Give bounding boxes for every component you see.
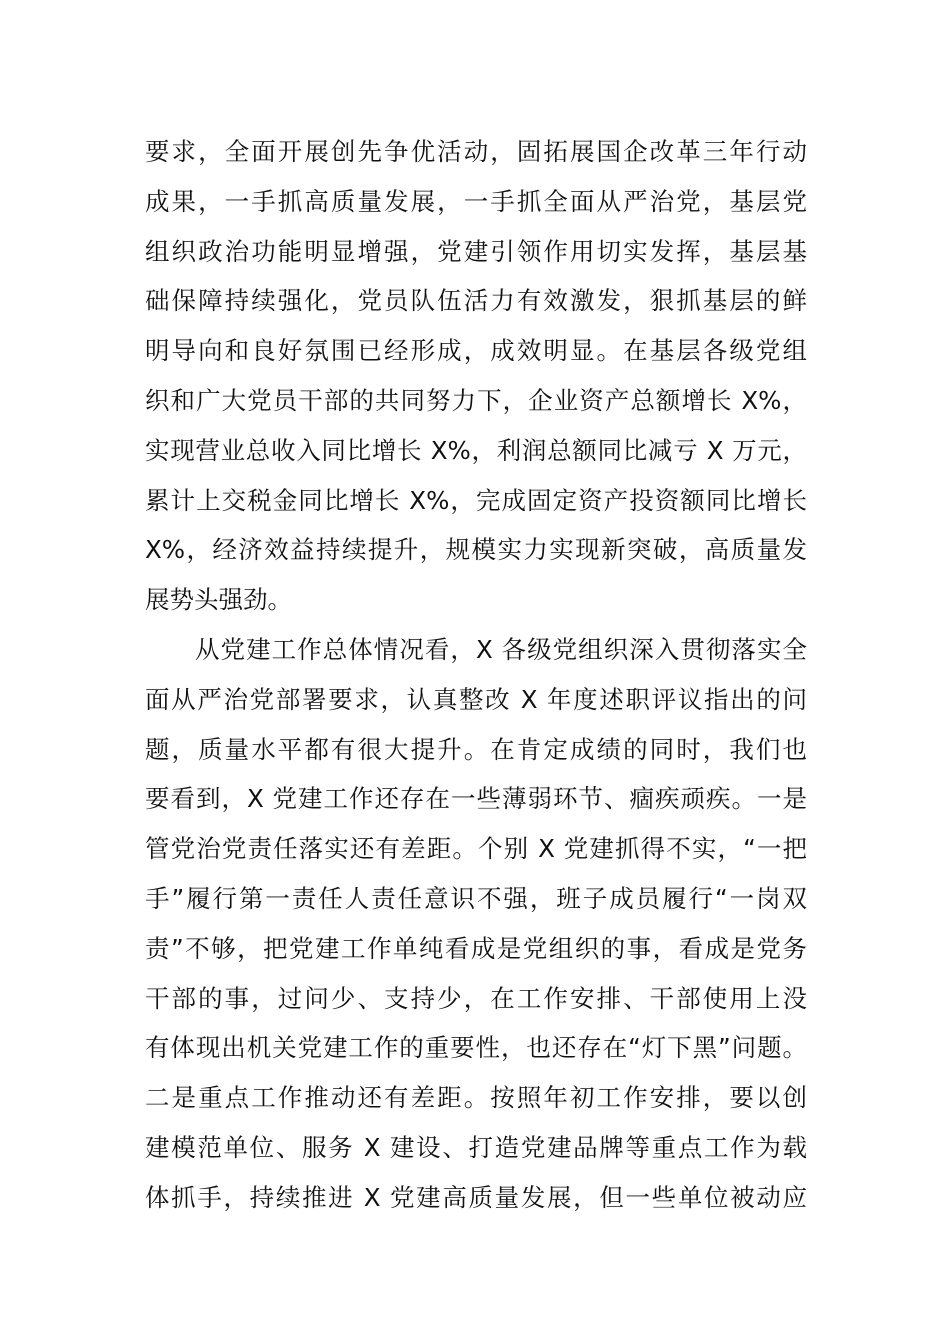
text-line: 织和广大党员干部的共同努力下，企业资产总额增长 X%， [145, 385, 807, 415]
text-line: 实现营业总收入同比增长 X%，利润总额同比减亏 X 万元， [145, 435, 807, 465]
text-line: 要看到，X 党建工作还存在一些薄弱环节、痼疾顽疾。一是 [145, 784, 807, 814]
text-line: 手”履行第一责任人责任意识不强，班子成员履行“一岗双 [145, 883, 807, 913]
text-line: X%，经济效益持续提升，规模实力实现新突破，高质量发 [145, 535, 807, 565]
text-line: 明导向和良好氛围已经形成，成效明显。在基层各级党组 [145, 336, 807, 366]
text-line: 面从严治党部署要求，认真整改 X 年度述职评议指出的问 [145, 684, 807, 714]
text-line: 础保障持续强化，党员队伍活力有效激发，狠抓基层的鲜 [145, 286, 807, 316]
text-line: 累计上交税金同比增长 X%，完成固定资产投资额同比增长 [145, 485, 807, 515]
paragraph [145, 127, 807, 625]
text-line: 体抓手，持续推进 X 党建高质量发展，但一些单位被动应 [145, 1182, 807, 1212]
text-line: 建模范单位、服务 X 建设、打造党建品牌等重点工作为载 [145, 1132, 807, 1162]
text-line: 从党建工作总体情况看，X 各级党组织深入贯彻落实全 [195, 634, 807, 664]
text-line: 成果，一手抓高质量发展，一手抓全面从严治党，基层党 [145, 186, 807, 216]
paragraph [145, 625, 807, 1223]
document-page [145, 127, 807, 1223]
text-line: 题，质量水平都有很大提升。在肯定成绩的同时，我们也 [145, 734, 807, 764]
text-line: 二是重点工作推动还有差距。按照年初工作安排，要以创 [145, 1083, 807, 1113]
text-line: 有体现出机关党建工作的重要性，也还存在“灯下黑”问题。 [145, 1033, 807, 1063]
text-line: 组织政治功能明显增强，党建引领作用切实发挥，基层基 [145, 236, 807, 266]
text-line: 干部的事，过问少、支持少，在工作安排、干部使用上没 [145, 983, 807, 1013]
text-line: 要求，全面开展创先争优活动，固拓展国企改革三年行动 [145, 137, 807, 166]
text-line: 责”不够，把党建工作单纯看成是党组织的事，看成是党务 [145, 933, 807, 963]
text-line: 展势头强劲。 [145, 585, 292, 615]
text-line: 管党治党责任落实还有差距。个别 X 党建抓得不实，“一把 [145, 834, 807, 864]
